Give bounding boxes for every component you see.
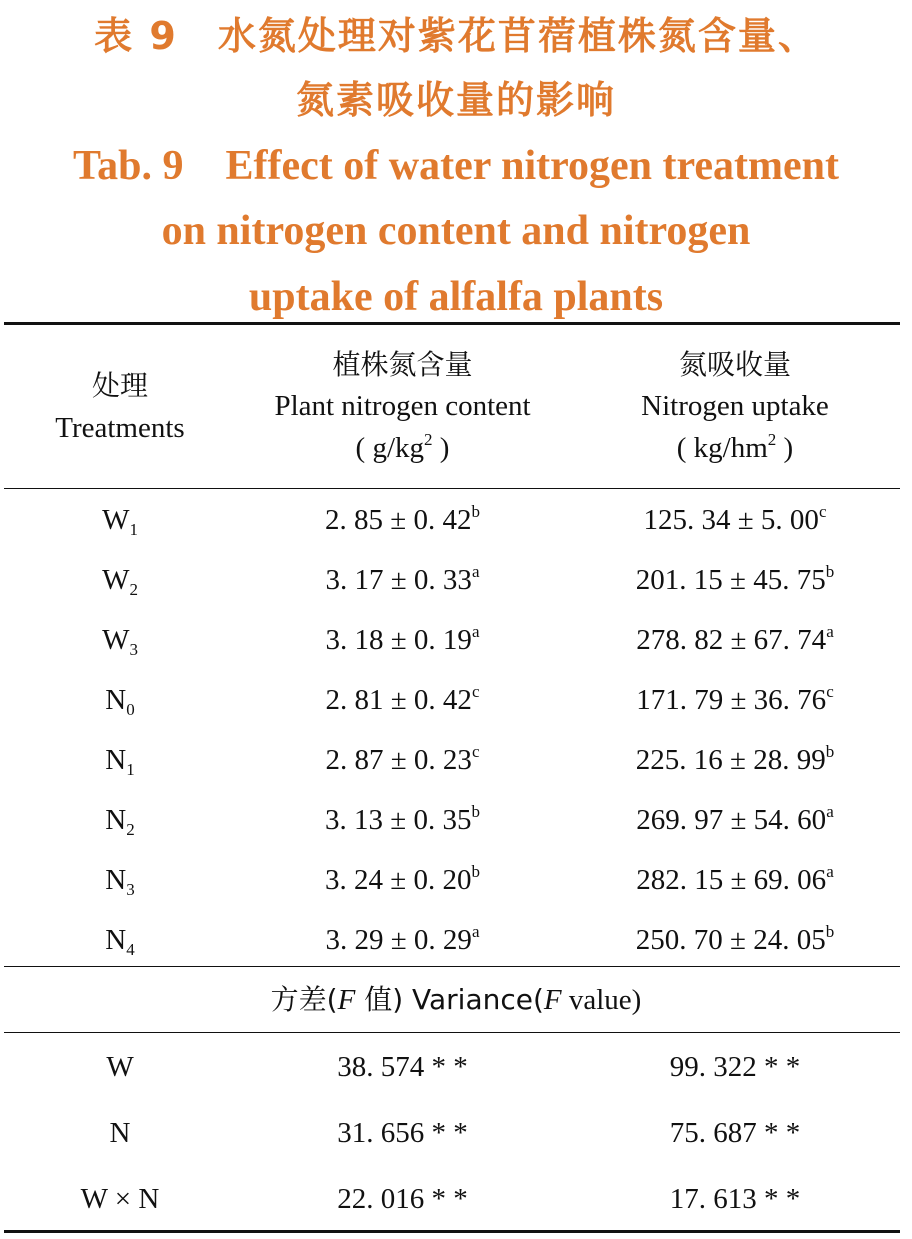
treatment-cell: $N_4$ xyxy=(105,924,135,959)
caption-en-line-1: Tab. 9 Effect of water nitrogen treatment xyxy=(73,143,839,189)
uptake-cell: 225. 16 ± 28. 99$^b$ xyxy=(635,742,835,776)
uptake-cell: 269. 97 ± 54. 60$^a$ xyxy=(636,802,834,836)
content-f-cell: 31. 656 * * xyxy=(337,1117,468,1149)
caption-en-line-2: on nitrogen content and nitrogen xyxy=(161,208,751,254)
treatment-cell: $W_1$ xyxy=(102,504,138,539)
header-uptake-en: Nitrogen uptake xyxy=(641,390,829,422)
header-content-en: Plant nitrogen content xyxy=(274,390,531,422)
uptake-cell: 201. 15 ± 45. 75$^b$ xyxy=(635,562,835,596)
variance-top-rule xyxy=(4,966,900,967)
content-cell: 2. 87 ± 0. 23$^c$ xyxy=(325,742,480,776)
treatment-cell: $W_2$ xyxy=(102,564,138,599)
uptake-f-cell: 75. 687 * * xyxy=(669,1117,801,1149)
content-cell: 3. 17 ± 0. 33$^a$ xyxy=(325,562,480,596)
factor-cell: N xyxy=(109,1117,131,1149)
table-bottom-rule xyxy=(4,1230,900,1233)
content-cell: 3. 18 ± 0. 19$^a$ xyxy=(325,622,480,656)
variance-bottom-rule xyxy=(4,1032,900,1033)
table-header-rule xyxy=(4,488,900,489)
treatment-cell: $W_3$ xyxy=(102,624,138,659)
content-f-cell: 22. 016 * * xyxy=(337,1183,468,1215)
header-content-cn: 植株氮含量 xyxy=(332,348,473,381)
caption-en-line-3: uptake of alfalfa plants xyxy=(248,274,664,320)
variance-label: 方差(F 值) Variance(F value) xyxy=(270,983,642,1016)
factor-cell: W × N xyxy=(80,1183,160,1215)
caption-cn-line-2: 氮素吸收量的影响 xyxy=(295,78,616,122)
uptake-cell: 125. 34 ± 5. 00$^c$ xyxy=(643,502,827,536)
factor-cell: W xyxy=(106,1051,134,1083)
uptake-f-cell: 99. 322 * * xyxy=(669,1051,801,1083)
header-uptake-unit: ( $kg/hm^2$ ) xyxy=(676,430,794,464)
content-cell: 3. 24 ± 0. 20$^b$ xyxy=(325,862,480,896)
uptake-cell: 250. 70 ± 24. 05$^b$ xyxy=(635,922,835,956)
uptake-f-cell: 17. 613 * * xyxy=(669,1183,801,1215)
treatment-cell: $N_2$ xyxy=(105,804,135,839)
header-treatments-en: Treatments xyxy=(55,412,185,444)
content-cell: 2. 85 ± 0. 42$^b$ xyxy=(325,502,480,536)
caption-cn-line-1: 表 9 水氮处理对紫花苜蓿植株氮含量、 xyxy=(94,14,818,58)
uptake-cell: 282. 15 ± 69. 06$^a$ xyxy=(636,862,834,896)
header-content-unit: ( $g/kg^2$ ) xyxy=(355,430,450,464)
header-uptake-cn: 氮吸收量 xyxy=(678,348,791,381)
content-f-cell: 38. 574 * * xyxy=(337,1051,468,1083)
uptake-cell: 171. 79 ± 36. 76$^c$ xyxy=(636,682,834,716)
content-cell: 3. 13 ± 0. 35$^b$ xyxy=(325,802,480,836)
header-treatments-cn: 处理 xyxy=(91,369,148,402)
table-top-rule xyxy=(4,322,900,325)
treatment-cell: $N_0$ xyxy=(105,684,135,719)
content-cell: 3. 29 ± 0. 29$^a$ xyxy=(325,922,480,956)
treatment-cell: $N_3$ xyxy=(105,864,135,899)
treatment-cell: $N_1$ xyxy=(105,744,135,779)
uptake-cell: 278. 82 ± 67. 74$^a$ xyxy=(636,622,834,656)
content-cell: 2. 81 ± 0. 42$^c$ xyxy=(325,682,480,716)
